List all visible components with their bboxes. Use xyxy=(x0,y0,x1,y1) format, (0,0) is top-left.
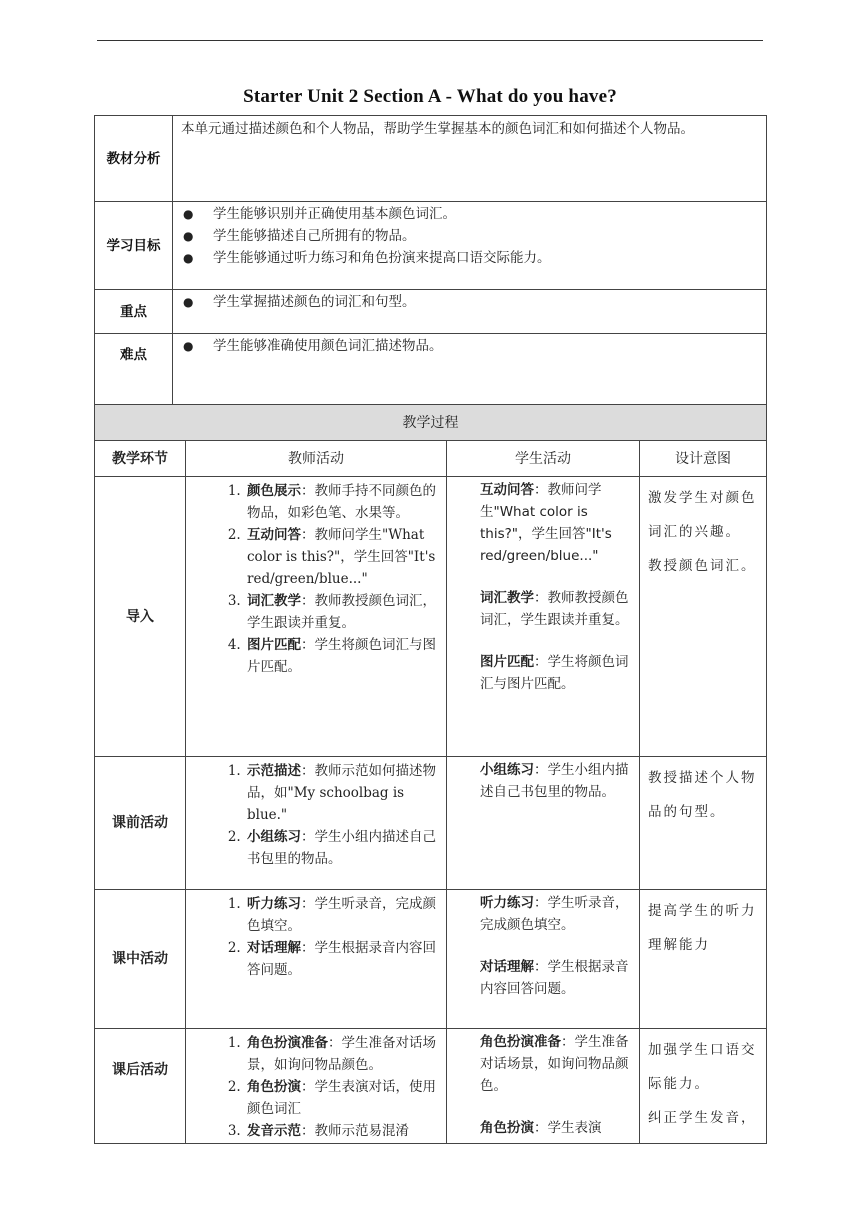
student-activity: 对话理解：学生根据录音内容回答问题。 xyxy=(480,959,629,997)
overview-label: 教材分析 xyxy=(95,116,173,202)
process-table xyxy=(94,404,767,1144)
bullet-icon: ● xyxy=(183,251,194,265)
bullet-icon: ● xyxy=(183,229,194,243)
teacher-step: 2. 角色扮演：学生表演对话，使用颜色词汇 xyxy=(245,1076,437,1120)
bullet-item: ● 学生能够描述自己所拥有的物品。 xyxy=(181,225,760,247)
bullet-item: ● 学生能够准确使用颜色词汇描述物品。 xyxy=(181,335,760,357)
student-activity: 听力练习：学生听录音，完成颜色填空。 xyxy=(480,895,629,933)
teacher-step: 3. 发音示范：教师示范易混淆 xyxy=(245,1120,437,1142)
bullet-icon: ● xyxy=(183,207,194,221)
overview-table xyxy=(94,115,767,405)
teacher-step: 1. 角色扮演准备：学生准备对话场景，如询问物品颜色。 xyxy=(245,1032,437,1076)
student-activity: 角色扮演：学生表演 xyxy=(480,1120,602,1136)
design-intent: 教授描述个人物品的句型。 xyxy=(648,770,757,820)
column-header: 教师活动 xyxy=(186,441,447,477)
student-activity: 互动问答：教师问学生"What color is this?"，学生回答"It's red/green/blue..." xyxy=(480,482,612,564)
student-activity: 词汇教学：教师教授颜色词汇，学生跟读并重复。 xyxy=(480,590,629,628)
bullet-item: ● 学生能够识别并正确使用基本颜色词汇。 xyxy=(181,203,760,225)
bullet-item: ● 学生掌握描述颜色的词汇和句型。 xyxy=(181,291,760,313)
process-heading: 教学过程 xyxy=(95,405,767,441)
bullet-icon: ● xyxy=(183,295,194,309)
stage-label: 课前活动 xyxy=(95,757,186,890)
table-row xyxy=(95,477,767,757)
overview-label: 重点 xyxy=(95,290,173,334)
overview-text: 本单元通过描述颜色和个人物品，帮助学生掌握基本的颜色词汇和如何描述个人物品。 xyxy=(173,116,767,202)
stage-label: 课后活动 xyxy=(95,1029,186,1144)
teacher-step: 1. 示范描述：教师示范如何描述物品，如"My schoolbag is blue." xyxy=(245,760,437,826)
student-activity: 图片匹配：学生将颜色词汇与图片匹配。 xyxy=(480,654,629,692)
header-rule xyxy=(97,40,763,41)
overview-label: 难点 xyxy=(95,334,173,405)
teacher-step: 3. 词汇教学：教师教授颜色词汇，学生跟读并重复。 xyxy=(245,590,437,634)
design-intent: 激发学生对颜色词汇的兴趣。 xyxy=(648,490,757,540)
stage-label: 课中活动 xyxy=(95,890,186,1029)
student-activity: 小组练习：学生小组内描述自己书包里的物品。 xyxy=(480,762,629,800)
table-row xyxy=(95,1029,767,1144)
document-title: Starter Unit 2 Section A - What do you have? xyxy=(243,86,617,107)
column-header: 学生活动 xyxy=(447,441,640,477)
bullet-item: ● 学生能够通过听力练习和角色扮演来提高口语交际能力。 xyxy=(181,247,760,269)
teacher-step: 1. 听力练习：学生听录音，完成颜色填空。 xyxy=(245,893,437,937)
column-header: 设计意图 xyxy=(640,441,767,477)
overview-label: 学习目标 xyxy=(95,202,173,290)
stage-label: 导入 xyxy=(95,477,186,757)
teacher-step: 2. 互动问答：教师问学生"What color is this?"，学生回答"It's red/green/blue..." xyxy=(245,524,437,590)
design-intent: 纠正学生发音， xyxy=(648,1110,757,1126)
design-intent: 教授颜色词汇。 xyxy=(648,558,757,574)
table-row xyxy=(95,890,767,1029)
teacher-step: 4. 图片匹配：学生将颜色词汇与图片匹配。 xyxy=(245,634,437,678)
bullet-icon: ● xyxy=(183,339,194,353)
student-activity: 角色扮演准备：学生准备对话场景，如询问物品颜色。 xyxy=(480,1034,629,1094)
teacher-step: 2. 小组练习：学生小组内描述自己书包里的物品。 xyxy=(245,826,437,870)
teacher-step: 1. 颜色展示：教师手持不同颜色的物品，如彩色笔、水果等。 xyxy=(245,480,437,524)
table-row xyxy=(95,757,767,890)
design-intent: 加强学生口语交际能力。 xyxy=(648,1042,757,1092)
column-header: 教学环节 xyxy=(95,441,186,477)
teacher-step: 2. 对话理解：学生根据录音内容回答问题。 xyxy=(245,937,437,981)
design-intent: 提高学生的听力理解能力 xyxy=(648,903,757,953)
